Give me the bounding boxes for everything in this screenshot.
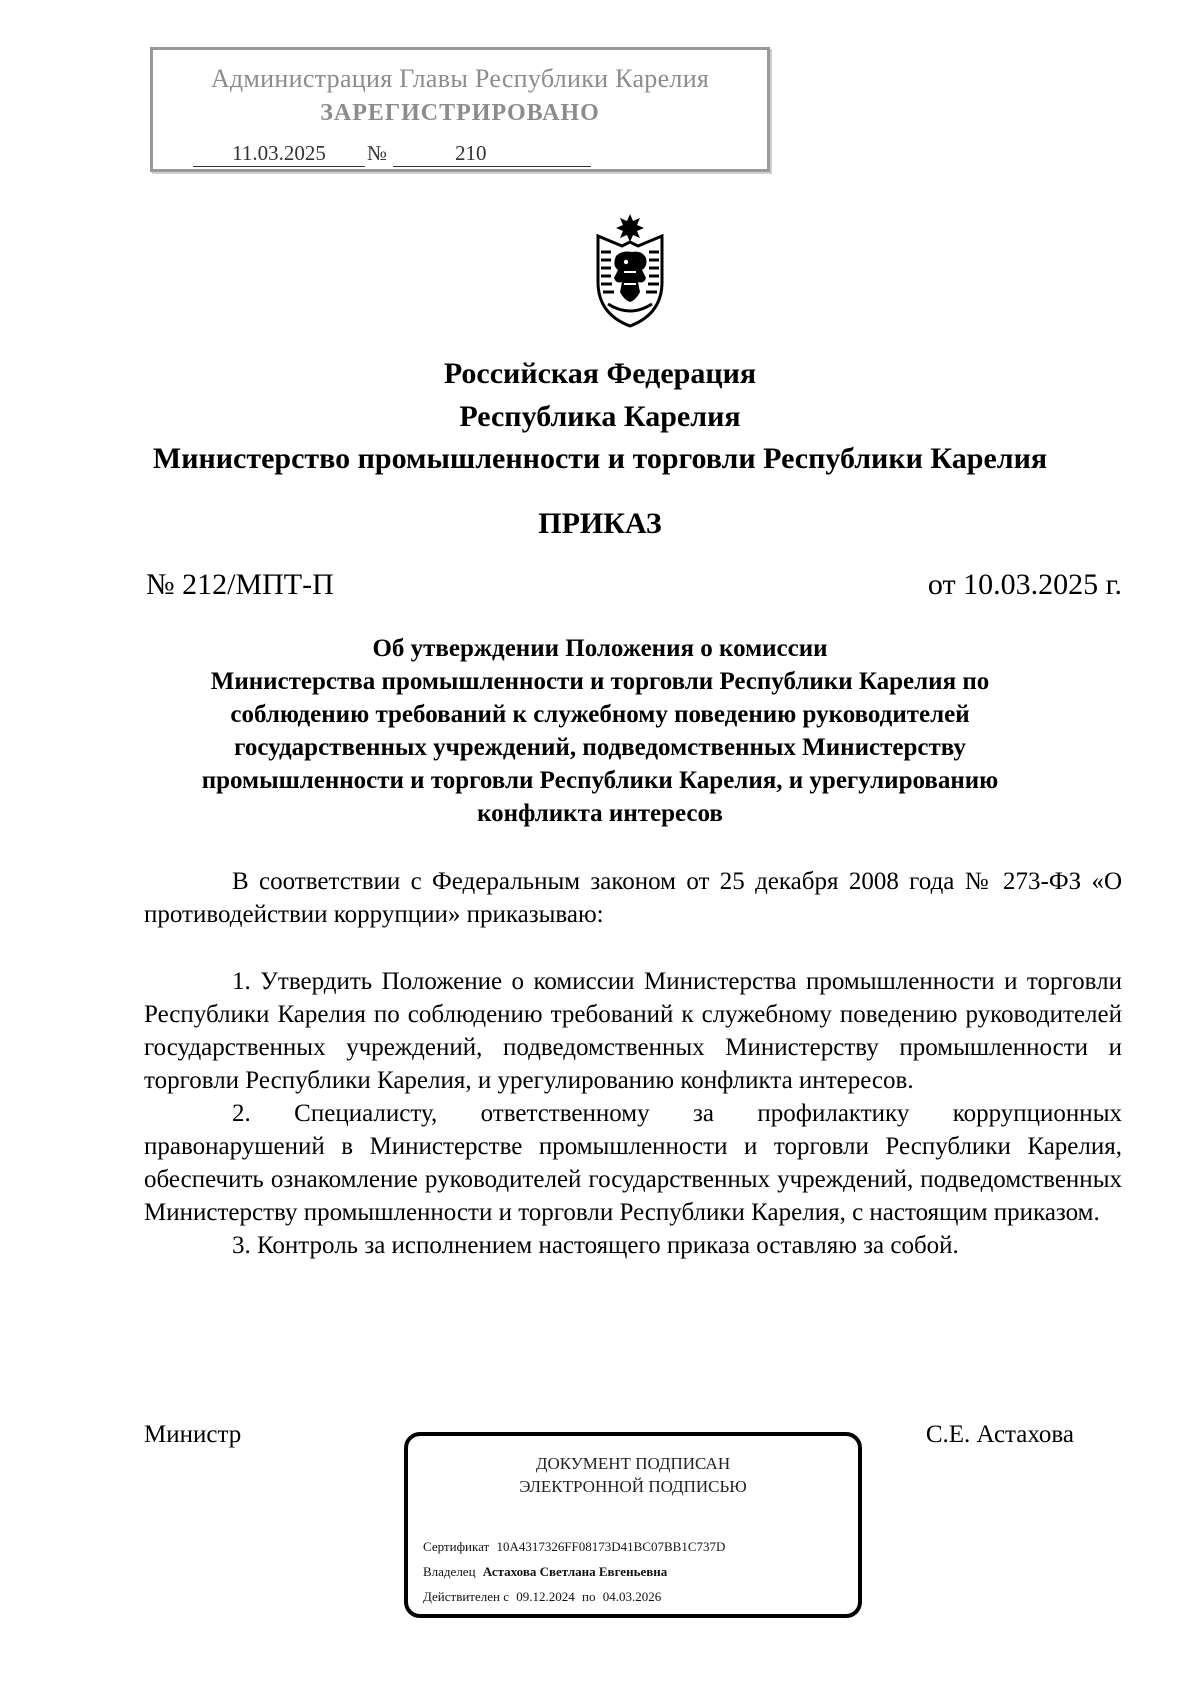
esignature-validity-row bbox=[423, 1584, 725, 1609]
registration-organization: Администрация Главы Республики Карелия bbox=[210, 64, 710, 93]
esignature-line1: ДОКУМЕНТ ПОДПИСАН bbox=[535, 1454, 731, 1473]
header-country: Российская Федерация bbox=[443, 357, 757, 390]
esignature-line2: ЭЛЕКТРОННОЙ ПОДПИСЬЮ bbox=[519, 1477, 747, 1496]
order-number: № 212/МПТ-П bbox=[146, 568, 334, 601]
esignature-owner-row bbox=[423, 1559, 725, 1584]
certificate-label: Сертификат bbox=[423, 1539, 490, 1554]
header-region: Республика Карелия bbox=[459, 400, 741, 433]
title-line: государственных учреждений, подведомственных Министерству bbox=[234, 734, 966, 761]
body-items bbox=[144, 965, 1122, 1262]
registration-date: 11.03.2025 bbox=[193, 140, 365, 167]
title-line: Об утверждении Положения о комиссии bbox=[372, 635, 828, 662]
validity-from: 09.12.2024 bbox=[516, 1589, 575, 1604]
owner-label: Владелец bbox=[423, 1564, 476, 1579]
validity-to: 04.03.2026 bbox=[602, 1589, 662, 1604]
body-item: 2. Специалисту, ответственному за профилактику коррупционных правонарушений в Министерстве промышленности и торговли Республики Карелия, обеспечить ознакомление руководителей государственных учреждений, подведомственных Министерству промышленности и торговли Республики Карелия, с настоящим приказом. bbox=[144, 1100, 1122, 1226]
registration-status: ЗАРЕГИСТРИРОВАНО bbox=[320, 100, 600, 126]
title-line: Министерства промышленности и торговли Республики Карелия по bbox=[210, 668, 990, 695]
document-title bbox=[140, 632, 1060, 830]
header-ministry: Министерство промышленности и торговли Республики Карелия bbox=[152, 442, 1048, 475]
electronic-signature-stamp bbox=[404, 1432, 862, 1618]
title-line: промышленности и торговли Республики Карелия, и урегулированию bbox=[201, 767, 999, 794]
title-line: конфликта интересов bbox=[477, 800, 723, 827]
owner-value: Астахова Светлана Евгеньевна bbox=[482, 1564, 668, 1579]
esignature-header bbox=[408, 1452, 858, 1498]
body-item: 3. Контроль за исполнением настоящего приказа оставляю за собой. bbox=[232, 1232, 959, 1259]
esignature-certificate-row bbox=[423, 1534, 725, 1559]
signatory-name: С.Е. Астахова bbox=[925, 1421, 1074, 1448]
validity-label: Действителен с bbox=[423, 1589, 509, 1604]
certificate-value: 10A4317326FF08173D41BC07BB1C737D bbox=[496, 1539, 726, 1554]
order-date: от 10.03.2025 г. bbox=[927, 568, 1122, 601]
karelia-coat-of-arms-icon bbox=[584, 212, 676, 328]
validity-to-label: по bbox=[582, 1589, 596, 1604]
registration-number-label: № bbox=[367, 141, 388, 165]
body-item: 1. Утвердить Положение о комиссии Министерства промышленности и торговли Республики Карелия по соблюдению требований к служебному поведению руководителей государственных учреждений, подведомственных Министерству промышленности и торговли Республики Карелия, и урегулированию конфликта интересов. bbox=[144, 968, 1122, 1094]
registration-number: 210 bbox=[393, 140, 591, 167]
esignature-details bbox=[423, 1534, 725, 1609]
document-type: ПРИКАЗ bbox=[538, 507, 662, 540]
body-intro: В соответствии с Федеральным законом от 25 декабря 2008 года № 273-ФЗ «О противодействии коррупции» приказываю: bbox=[144, 868, 1122, 928]
title-line: соблюдению требований к служебному поведению руководителей bbox=[230, 701, 970, 728]
registration-stamp bbox=[150, 47, 770, 172]
signatory-position: Министр bbox=[144, 1421, 242, 1448]
